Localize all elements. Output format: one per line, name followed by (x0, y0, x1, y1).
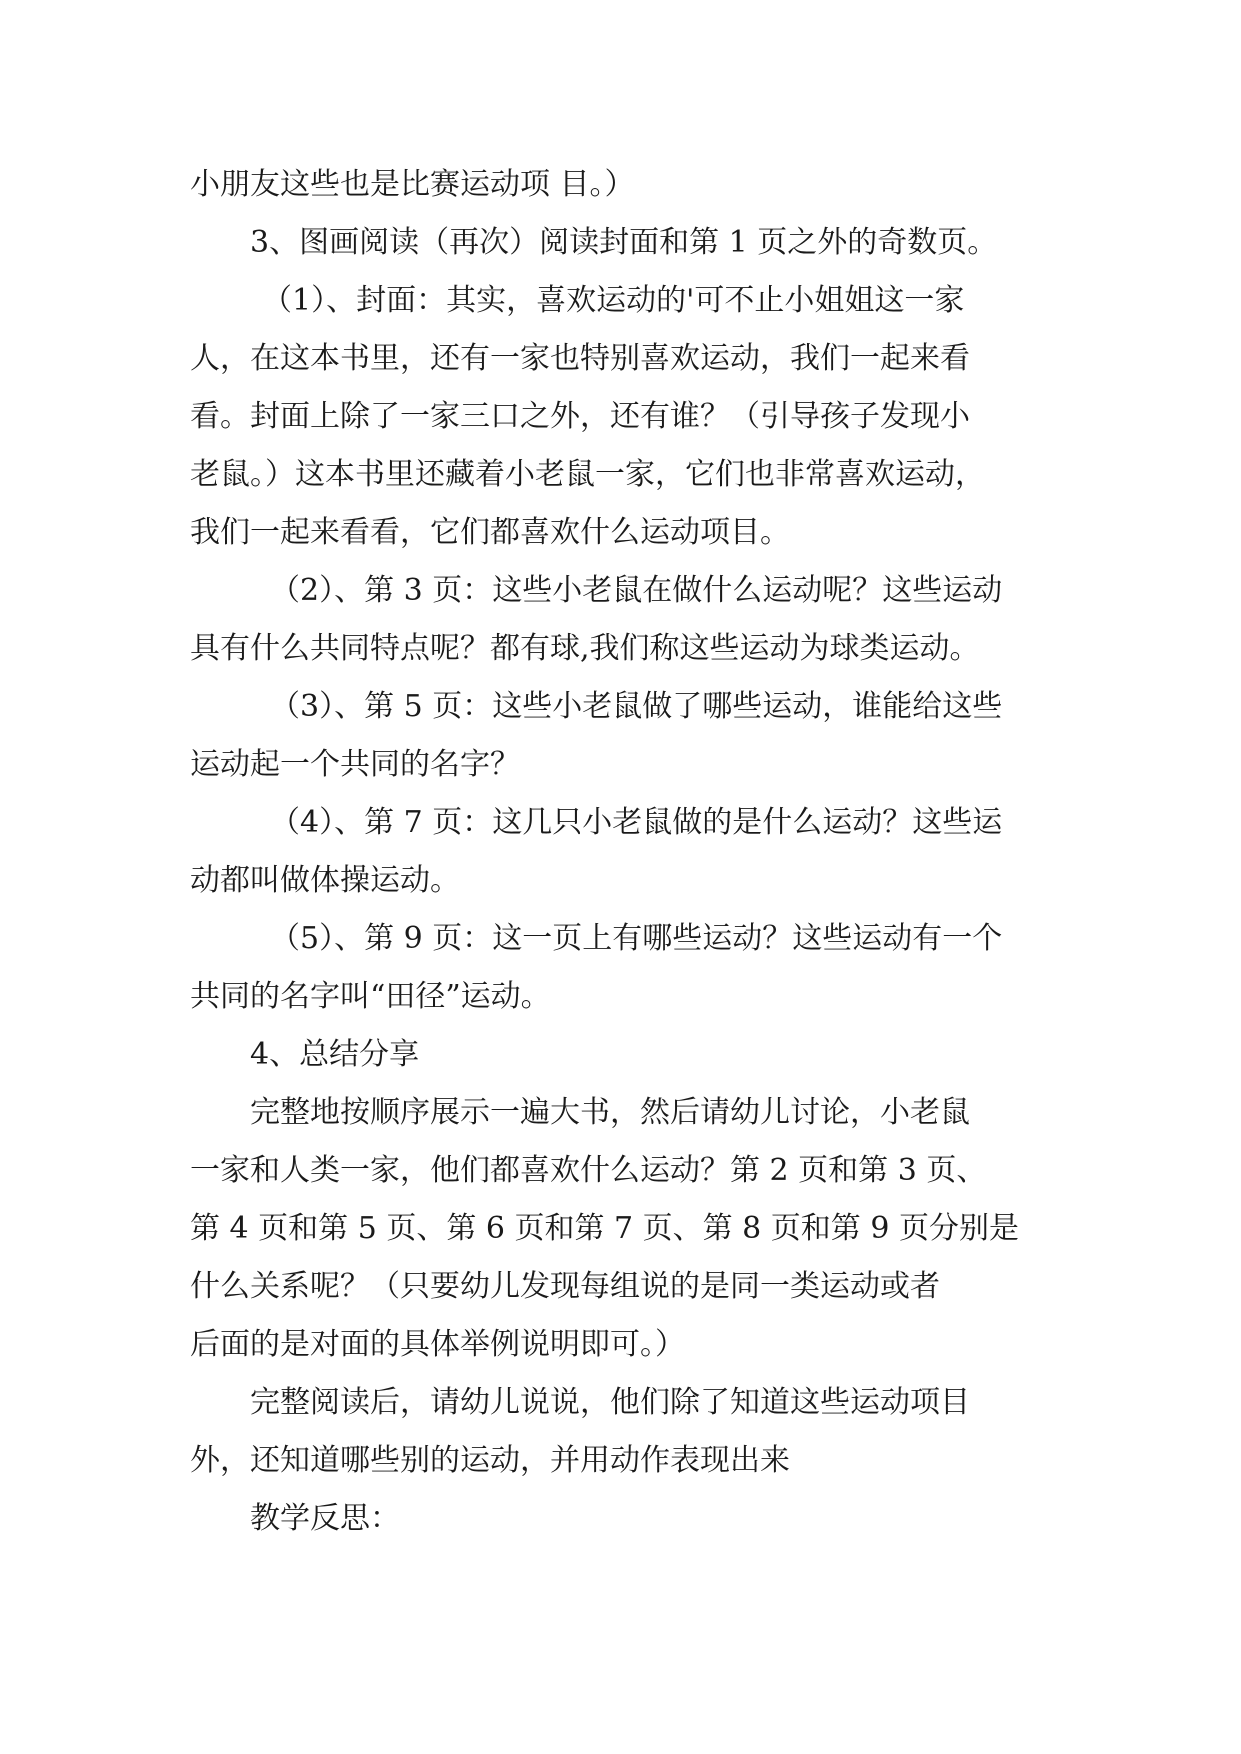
section-heading-picture-reading: 3、图画阅读（再次）阅读封面和第 1 页之外的奇数页。 (250, 225, 998, 260)
text-line: （2）、第 3 页：这些小老鼠在做什么运动呢？这些运动 (270, 573, 1003, 608)
text-line: 什么关系呢？（只要幼儿发现每组说的是同一类运动或者 (190, 1269, 940, 1304)
text-line: 完整地按顺序展示一遍大书，然后请幼儿讨论，小老鼠 (250, 1095, 970, 1130)
text-line: 第 4 页和第 5 页、第 6 页和第 7 页、第 8 页和第 9 页分别是 (190, 1211, 1019, 1246)
section-heading-summary: 4、总结分享 (250, 1037, 420, 1072)
text-line: 外，还知道哪些别的运动，并用动作表现出来 (190, 1443, 790, 1478)
text-line: 小朋友这些也是比赛运动项 目。） (190, 167, 635, 202)
text-line: （1）、封面：其实，喜欢运动的'可不止小姐姐这一家 (262, 283, 965, 318)
text-line: 共同的名字叫“田径”运动。 (190, 979, 551, 1014)
text-line: 老鼠。）这本书里还藏着小老鼠一家，它们也非常喜欢运动， (190, 457, 985, 492)
document-body (190, 156, 1050, 1548)
text-line: 我们一起来看看，它们都喜欢什么运动项目。 (190, 515, 790, 550)
text-line: 看。封面上除了一家三口之外，还有谁？（引导孩子发现小 (190, 399, 970, 434)
text-line: 具有什么共同特点呢？都有球,我们称这些运动为球类运动。 (190, 631, 980, 666)
text-line: 后面的是对面的具体举例说明即可。） (190, 1327, 685, 1362)
text-line: （4）、第 7 页：这几只小老鼠做的是什么运动？这些运 (270, 805, 1003, 840)
text-line: 完整阅读后，请幼儿说说，他们除了知道这些运动项目 (250, 1385, 970, 1420)
text-line: 一家和人类一家，他们都喜欢什么运动？第 2 页和第 3 页、 (190, 1153, 987, 1188)
text-line: 人，在这本书里，还有一家也特别喜欢运动，我们一起来看 (190, 341, 970, 376)
text-line: 动都叫做体操运动。 (190, 863, 460, 898)
text-line: 运动起一个共同的名字？ (190, 747, 520, 782)
section-heading-teaching-reflection: 教学反思： (250, 1501, 400, 1536)
text-line: （3）、第 5 页：这些小老鼠做了哪些运动，谁能给这些 (270, 689, 1003, 724)
text-line: （5）、第 9 页：这一页上有哪些运动？这些运动有一个 (270, 921, 1003, 956)
